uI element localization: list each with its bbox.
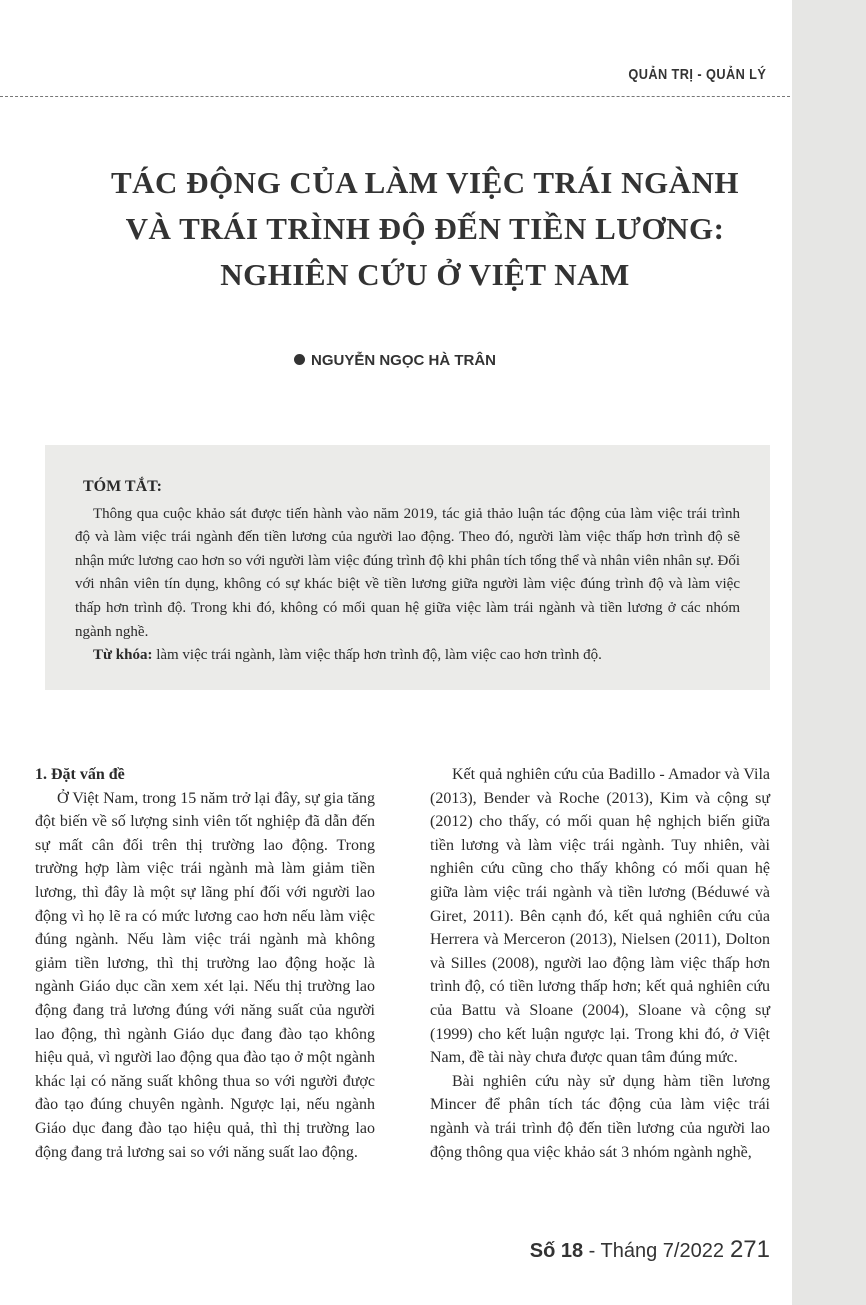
- abstract-box: [45, 445, 770, 690]
- keywords-text: làm việc trái ngành, làm việc thấp hơn trình độ, làm việc cao hơn trình độ.: [152, 647, 602, 664]
- article-title: [60, 160, 840, 298]
- title-line: VÀ TRÁI TRÌNH ĐỘ ĐẾN TIỀN LƯƠNG:: [125, 211, 725, 246]
- keywords: [75, 644, 740, 668]
- page-number: 271: [729, 1236, 770, 1263]
- paragraph: Bài nghiên cứu này sử dụng hàm tiền lương Mincer để phân tích tác động của làm việc trái ngành và trái trình độ đến tiền lương của người lao động thông qua việc khảo sát 3 nhóm ngành nghề,: [430, 1072, 770, 1161]
- issue-date: - Tháng 7/2022: [583, 1240, 724, 1262]
- abstract-heading: TÓM TẮT:: [83, 478, 162, 495]
- issue-number: Số 18: [529, 1240, 584, 1262]
- header-rule: [0, 96, 790, 97]
- keywords-label: Từ khóa:: [93, 647, 153, 664]
- author: [0, 352, 790, 369]
- page-footer: [530, 1236, 770, 1264]
- bullet-icon: [294, 354, 305, 365]
- section-heading: 1. Đặt vấn đề: [35, 766, 125, 783]
- paragraph: Kết quả nghiên cứu của Badillo - Amador và Vila (2013), Bender và Roche (2013), Kim và cộng sự (2012) cho thấy, có mối quan hệ nghịch biến giữa tiền lương và làm việc trái ngành. Tuy nhiên, vài nghiên cứu cũng cho thấy không có mối quan hệ giữa làm việc trái ngành và tiền lương (Béduwé và Giret, 2011). Bên cạnh đó, kết quả nghiên cứu của Herrera và Merceron (2013), Nielsen (2011), Dolton và Silles (2008), người lao động làm việc thấp hơn trình độ, có tiền lương thấp hơn; kết quả nghiên cứu của Battu và Sloane (2004), Sloane và cộng sự (1999) cho kết luận ngược lại. Trong khi đó, ở Việt Nam, đề tài này chưa được quan tâm đúng mức.: [430, 766, 770, 1067]
- title-line: TÁC ĐỘNG CỦA LÀM VIỆC TRÁI NGÀNH: [110, 165, 740, 200]
- title-line: NGHIÊN CỨU Ở VIỆT NAM: [220, 257, 630, 292]
- paragraph: Ở Việt Nam, trong 15 năm trở lại đây, sự gia tăng đột biến về số lượng sinh viên tốt nghiệp đã dẫn đến sự mất cân đối trên thị trường lao động. Trong trường hợp làm việc trái ngành mà làm giảm tiền lương, thì đây là một sự lãng phí đối với người lao động vì họ lẽ ra có mức lương cao hơn nếu làm việc đúng ngành. Nếu làm việc trái ngành mà không giảm tiền lương, thì thị trường lao động hoặc là ngành Giáo dục cần xem xét lại. Nếu thị trường lao động đang trả lương đúng với năng suất của người lao động, thì ngành Giáo dục đang đào tạo không hiệu quả, vì người lao động qua đào tạo ở một ngành khác lại có năng suất không thua so với người được đào tạo đúng chuyên ngành. Ngược lại, nếu ngành Giáo dục đang đào tạo hiệu quả, thì thị trường lao động đang trả lương sai so với năng suất lao động.: [35, 789, 375, 1161]
- left-column: [35, 763, 375, 1164]
- right-column: [430, 763, 770, 1164]
- abstract-text: Thông qua cuộc khảo sát được tiến hành vào năm 2019, tác giả thảo luận tác động của làm việc trái trình độ và làm việc trái ngành đến tiền lương của người lao động. Theo đó, người làm việc thấp hơn trình độ sẽ nhận mức lương cao hơn so với người làm việc đúng trình độ khi phân tích tổng thể và nhân viên nhân sự. Đối với nhân viên tín dụng, không có sự khác biệt về tiền lương giữa người làm việc đúng trình độ và làm việc thấp hơn trình độ. Trong khi đó, không có mối quan hệ giữa việc làm trái ngành và tiền lương ở các nhóm ngành nghề.: [75, 505, 740, 640]
- author-name: NGUYỄN NGỌC HÀ TRÂN: [310, 352, 496, 369]
- section-label: QUẢN TRỊ - QUẢN LÝ: [628, 66, 766, 83]
